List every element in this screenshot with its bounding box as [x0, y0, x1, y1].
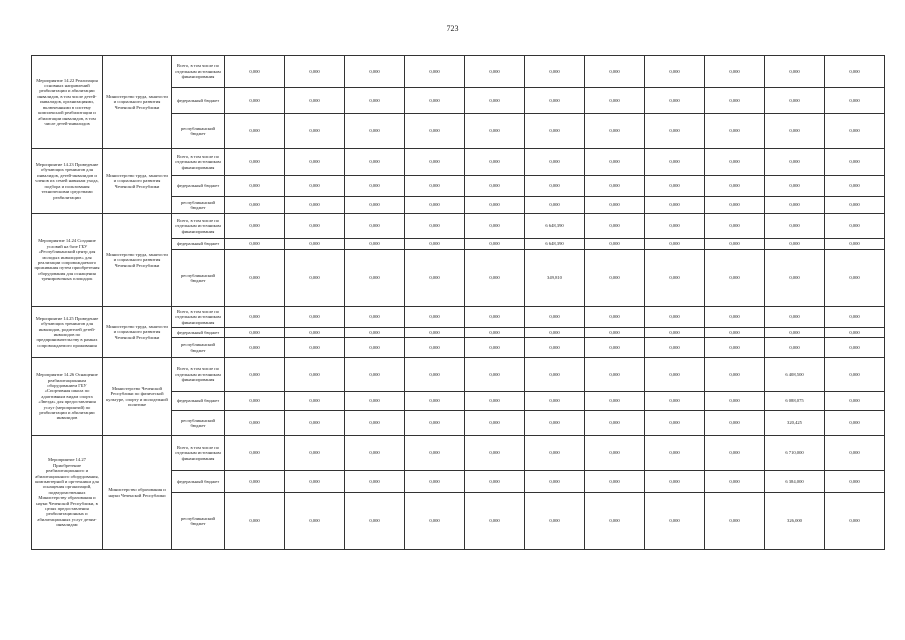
value-cell: 6 088,075: [765, 392, 825, 411]
value-cell: 0,000: [585, 436, 645, 471]
value-cell: 0,000: [585, 176, 645, 197]
value-cell: 0,000: [825, 328, 885, 338]
value-cell: 0,000: [465, 338, 525, 358]
value-cell: 0,000: [345, 358, 405, 392]
value-cell: 0,000: [465, 493, 525, 550]
funding-source-cell: федеральный бюджет: [172, 328, 225, 338]
value-cell: 0,000: [225, 250, 285, 307]
value-cell: 0,000: [285, 493, 345, 550]
value-cell: 0,000: [405, 239, 465, 250]
measure-cell: Мероприятие 14.26 Оснащение реабилитационным оборудованием ГБУ «Спортивная школа по адаптивным видам спорта «Звезда» для предоставления услуг (мероприятий) по реабилитации и абилитации инвалидов: [32, 358, 103, 436]
value-cell: 0,000: [465, 176, 525, 197]
value-cell: 0,000: [645, 56, 705, 88]
value-cell: 0,000: [705, 338, 765, 358]
value-cell: 0,000: [705, 239, 765, 250]
value-cell: 0,000: [405, 436, 465, 471]
value-cell: 0,000: [645, 197, 705, 214]
value-cell: 0,000: [765, 176, 825, 197]
value-cell: 0,000: [825, 436, 885, 471]
value-cell: 0,000: [765, 88, 825, 114]
value-cell: 0,000: [405, 214, 465, 239]
value-cell: 0,000: [285, 88, 345, 114]
value-cell: 0,000: [825, 358, 885, 392]
value-cell: 0,000: [825, 493, 885, 550]
value-cell: 0,000: [405, 197, 465, 214]
funding-source-cell: Всего, в том числе по отдельным источникам финансирования: [172, 358, 225, 392]
value-cell: 6 384,000: [765, 471, 825, 493]
funding-source-cell: федеральный бюджет: [172, 471, 225, 493]
value-cell: 0,000: [525, 197, 585, 214]
value-cell: 0,000: [645, 176, 705, 197]
funding-source-cell: федеральный бюджет: [172, 176, 225, 197]
value-cell: 0,000: [585, 338, 645, 358]
value-cell: 0,000: [525, 436, 585, 471]
value-cell: 0,000: [585, 493, 645, 550]
budget-table: [31, 55, 885, 550]
value-cell: 0,000: [705, 358, 765, 392]
value-cell: 0,000: [525, 56, 585, 88]
value-cell: 0,000: [345, 250, 405, 307]
value-cell: 0,000: [525, 411, 585, 436]
value-cell: 0,000: [645, 436, 705, 471]
value-cell: 0,000: [285, 358, 345, 392]
value-cell: 0,000: [705, 114, 765, 149]
measure-cell: Мероприятие 14.23 Проведение обучающих тренингов для инвалидов, детей-инвалидов и членов их семей навыкам ухода, подбора и пользования техническими средствами реабилитации: [32, 149, 103, 214]
value-cell: 0,000: [225, 56, 285, 88]
value-cell: 0,000: [645, 114, 705, 149]
measure-cell: Мероприятие 14.25 Проведение обучающих тренингов для инвалидов, родителей детей-инвалидов по предпринимательству в рамках сопровождаемого проживания: [32, 307, 103, 358]
value-cell: 0,000: [225, 411, 285, 436]
value-cell: 0,000: [285, 250, 345, 307]
value-cell: 0,000: [705, 493, 765, 550]
value-cell: 0,000: [525, 88, 585, 114]
value-cell: 0,000: [705, 149, 765, 176]
value-cell: 0,000: [765, 214, 825, 239]
value-cell: 0,000: [765, 114, 825, 149]
value-cell: 326,000: [765, 493, 825, 550]
value-cell: 0,000: [345, 471, 405, 493]
value-cell: 0,000: [405, 328, 465, 338]
value-cell: 0,000: [705, 328, 765, 338]
budget-table-body: [32, 56, 885, 550]
executor-cell: Министерство труда, занятости и социального развития Чеченской Республики: [103, 307, 172, 358]
measure-cell: Мероприятие 14.27 Приобретение реабилитационного и абилитационного оборудования, компьютерной и оргтехники для оснащения организаций, подведомственных Министерству образования и науки Чеченской Республики, в целях предоставления реабилитационных и абилитационных услуг детям-инвалидам: [32, 436, 103, 550]
value-cell: 0,000: [405, 493, 465, 550]
value-cell: 0,000: [405, 338, 465, 358]
value-cell: 0,000: [405, 392, 465, 411]
value-cell: 0,000: [585, 358, 645, 392]
value-cell: 0,000: [525, 338, 585, 358]
value-cell: 0,000: [465, 328, 525, 338]
value-cell: 0,000: [465, 214, 525, 239]
funding-source-cell: федеральный бюджет: [172, 88, 225, 114]
value-cell: 0,000: [225, 176, 285, 197]
value-cell: 0,000: [645, 307, 705, 328]
value-cell: 0,000: [765, 328, 825, 338]
value-cell: 0,000: [465, 250, 525, 307]
value-cell: 0,000: [825, 149, 885, 176]
value-cell: 0,000: [825, 338, 885, 358]
value-cell: 0,000: [225, 392, 285, 411]
value-cell: 0,000: [345, 338, 405, 358]
value-cell: 0,000: [225, 239, 285, 250]
funding-source-cell: Всего, в том числе по отдельным источникам финансирования: [172, 56, 225, 88]
value-cell: 0,000: [705, 214, 765, 239]
value-cell: 0,000: [345, 88, 405, 114]
value-cell: 0,000: [705, 176, 765, 197]
value-cell: 0,000: [525, 358, 585, 392]
measure-cell: Мероприятие 14.24 Создание условий на базе ГБУ «Республиканский центр для молодых инвалидов» для реализации сопровождаемого проживания путем приобретения оборудования для оснащения тренировочных площадок: [32, 214, 103, 307]
value-cell: 0,000: [585, 250, 645, 307]
funding-source-cell: Всего, в том числе по отдельным источникам финансирования: [172, 307, 225, 328]
value-cell: 0,000: [285, 214, 345, 239]
value-cell: 0,000: [345, 239, 405, 250]
value-cell: 0,000: [225, 88, 285, 114]
value-cell: 0,000: [645, 338, 705, 358]
funding-source-cell: федеральный бюджет: [172, 392, 225, 411]
funding-source-cell: республиканский бюджет: [172, 338, 225, 358]
value-cell: 0,000: [705, 436, 765, 471]
value-cell: 0,000: [525, 493, 585, 550]
table-row: [32, 149, 885, 176]
value-cell: 0,000: [825, 197, 885, 214]
value-cell: 0,000: [765, 338, 825, 358]
value-cell: 0,000: [345, 328, 405, 338]
value-cell: 6 648,390: [525, 214, 585, 239]
value-cell: 0,000: [285, 197, 345, 214]
value-cell: 0,000: [705, 471, 765, 493]
value-cell: 0,000: [585, 197, 645, 214]
value-cell: 0,000: [525, 149, 585, 176]
value-cell: 0,000: [225, 197, 285, 214]
value-cell: 0,000: [285, 307, 345, 328]
value-cell: 0,000: [285, 149, 345, 176]
value-cell: 0,000: [645, 392, 705, 411]
value-cell: 0,000: [765, 56, 825, 88]
table-row: [32, 358, 885, 392]
funding-source-cell: республиканский бюджет: [172, 197, 225, 214]
value-cell: 0,000: [225, 214, 285, 239]
value-cell: 0,000: [285, 239, 345, 250]
value-cell: 0,000: [825, 114, 885, 149]
funding-source-cell: республиканский бюджет: [172, 493, 225, 550]
value-cell: 320,425: [765, 411, 825, 436]
value-cell: 0,000: [765, 149, 825, 176]
value-cell: 0,000: [285, 176, 345, 197]
value-cell: 0,000: [225, 338, 285, 358]
value-cell: 0,000: [465, 392, 525, 411]
value-cell: 0,000: [225, 328, 285, 338]
value-cell: 6 408,500: [765, 358, 825, 392]
value-cell: 0,000: [585, 56, 645, 88]
value-cell: 6 648,390: [525, 239, 585, 250]
value-cell: 0,000: [405, 250, 465, 307]
executor-cell: Министерство образования и науки Чеченской Республики: [103, 436, 172, 550]
value-cell: 0,000: [405, 149, 465, 176]
value-cell: 0,000: [345, 411, 405, 436]
value-cell: 0,000: [645, 250, 705, 307]
value-cell: 0,000: [225, 114, 285, 149]
value-cell: 0,000: [465, 411, 525, 436]
value-cell: 0,000: [825, 56, 885, 88]
value-cell: 0,000: [285, 392, 345, 411]
value-cell: 0,000: [465, 149, 525, 176]
value-cell: 0,000: [705, 392, 765, 411]
value-cell: 0,000: [705, 197, 765, 214]
value-cell: 0,000: [345, 149, 405, 176]
executor-cell: Министерство труда, занятости и социального развития Чеченской Республики: [103, 56, 172, 149]
executor-cell: Министерство Чеченской Республики по физической культуре, спорту и молодежной политике: [103, 358, 172, 436]
value-cell: 0,000: [405, 411, 465, 436]
value-cell: 0,000: [405, 471, 465, 493]
value-cell: 0,000: [405, 88, 465, 114]
value-cell: 0,000: [645, 471, 705, 493]
value-cell: 0,000: [285, 56, 345, 88]
value-cell: 0,000: [765, 197, 825, 214]
value-cell: 0,000: [465, 88, 525, 114]
value-cell: 0,000: [285, 114, 345, 149]
page-number: 723: [446, 24, 459, 33]
value-cell: 0,000: [225, 307, 285, 328]
value-cell: 0,000: [345, 56, 405, 88]
value-cell: 0,000: [345, 307, 405, 328]
value-cell: 0,000: [825, 250, 885, 307]
funding-source-cell: республиканский бюджет: [172, 250, 225, 307]
funding-source-cell: Всего, в том числе по отдельным источникам финансирования: [172, 149, 225, 176]
value-cell: 0,000: [285, 411, 345, 436]
funding-source-cell: Всего, в том числе по отдельным источникам финансирования: [172, 214, 225, 239]
value-cell: 0,000: [645, 214, 705, 239]
value-cell: 0,000: [645, 328, 705, 338]
value-cell: 0,000: [345, 493, 405, 550]
value-cell: 0,000: [825, 176, 885, 197]
value-cell: 0,000: [225, 436, 285, 471]
value-cell: 0,000: [465, 358, 525, 392]
value-cell: 0,000: [825, 239, 885, 250]
value-cell: 0,000: [585, 411, 645, 436]
value-cell: 0,000: [645, 149, 705, 176]
value-cell: 0,000: [585, 471, 645, 493]
value-cell: 0,000: [585, 149, 645, 176]
table-row: [32, 436, 885, 471]
value-cell: 0,000: [525, 176, 585, 197]
table-row: [32, 214, 885, 239]
value-cell: 0,000: [285, 471, 345, 493]
value-cell: 0,000: [465, 56, 525, 88]
value-cell: 0,000: [585, 88, 645, 114]
value-cell: 0,000: [345, 392, 405, 411]
value-cell: 0,000: [465, 114, 525, 149]
value-cell: 0,000: [465, 239, 525, 250]
value-cell: 0,000: [645, 358, 705, 392]
value-cell: 0,000: [465, 471, 525, 493]
value-cell: 0,000: [225, 471, 285, 493]
value-cell: 0,000: [585, 239, 645, 250]
table-row: [32, 56, 885, 88]
value-cell: 0,000: [705, 88, 765, 114]
value-cell: 0,000: [345, 114, 405, 149]
value-cell: 0,000: [705, 250, 765, 307]
value-cell: 0,000: [765, 307, 825, 328]
value-cell: 0,000: [465, 307, 525, 328]
value-cell: 0,000: [645, 239, 705, 250]
value-cell: 0,000: [405, 307, 465, 328]
value-cell: 0,000: [405, 358, 465, 392]
value-cell: 349,810: [525, 250, 585, 307]
value-cell: 0,000: [585, 392, 645, 411]
value-cell: 0,000: [405, 114, 465, 149]
value-cell: 0,000: [405, 56, 465, 88]
value-cell: 0,000: [405, 176, 465, 197]
value-cell: 0,000: [825, 471, 885, 493]
executor-cell: Министерство труда, занятости и социального развития Чеченской Республики: [103, 214, 172, 307]
value-cell: 0,000: [825, 411, 885, 436]
value-cell: 0,000: [585, 307, 645, 328]
value-cell: 0,000: [345, 436, 405, 471]
value-cell: 0,000: [765, 250, 825, 307]
value-cell: 0,000: [705, 411, 765, 436]
value-cell: 0,000: [285, 436, 345, 471]
value-cell: 0,000: [525, 307, 585, 328]
value-cell: 0,000: [645, 411, 705, 436]
value-cell: 0,000: [345, 214, 405, 239]
value-cell: 6 710,000: [765, 436, 825, 471]
value-cell: 0,000: [465, 197, 525, 214]
value-cell: 0,000: [585, 214, 645, 239]
measure-cell: Мероприятие 14.22 Реализация основных направлений реабилитации и абилитации инвалидов, в том числе детей-инвалидов, организациями, включенными в систему комплексной реабилитации и абилитации инвалидов, в том числе детей-инвалидов: [32, 56, 103, 149]
value-cell: 0,000: [465, 436, 525, 471]
executor-cell: Министерство труда, занятости и социального развития Чеченской Республики: [103, 149, 172, 214]
funding-source-cell: республиканский бюджет: [172, 411, 225, 436]
value-cell: 0,000: [585, 328, 645, 338]
funding-source-cell: федеральный бюджет: [172, 239, 225, 250]
value-cell: 0,000: [645, 88, 705, 114]
table-row: [32, 307, 885, 328]
value-cell: 0,000: [825, 88, 885, 114]
value-cell: 0,000: [585, 114, 645, 149]
value-cell: 0,000: [705, 56, 765, 88]
funding-source-cell: республиканский бюджет: [172, 114, 225, 149]
value-cell: 0,000: [285, 328, 345, 338]
value-cell: 0,000: [525, 114, 585, 149]
value-cell: 0,000: [825, 214, 885, 239]
value-cell: 0,000: [765, 239, 825, 250]
value-cell: 0,000: [525, 471, 585, 493]
value-cell: 0,000: [225, 149, 285, 176]
value-cell: 0,000: [225, 358, 285, 392]
value-cell: 0,000: [825, 392, 885, 411]
value-cell: 0,000: [825, 307, 885, 328]
value-cell: 0,000: [705, 307, 765, 328]
value-cell: 0,000: [225, 493, 285, 550]
value-cell: 0,000: [345, 176, 405, 197]
value-cell: 0,000: [645, 493, 705, 550]
value-cell: 0,000: [285, 338, 345, 358]
value-cell: 0,000: [525, 392, 585, 411]
funding-source-cell: Всего, в том числе по отдельным источникам финансирования: [172, 436, 225, 471]
value-cell: 0,000: [345, 197, 405, 214]
value-cell: 0,000: [525, 328, 585, 338]
